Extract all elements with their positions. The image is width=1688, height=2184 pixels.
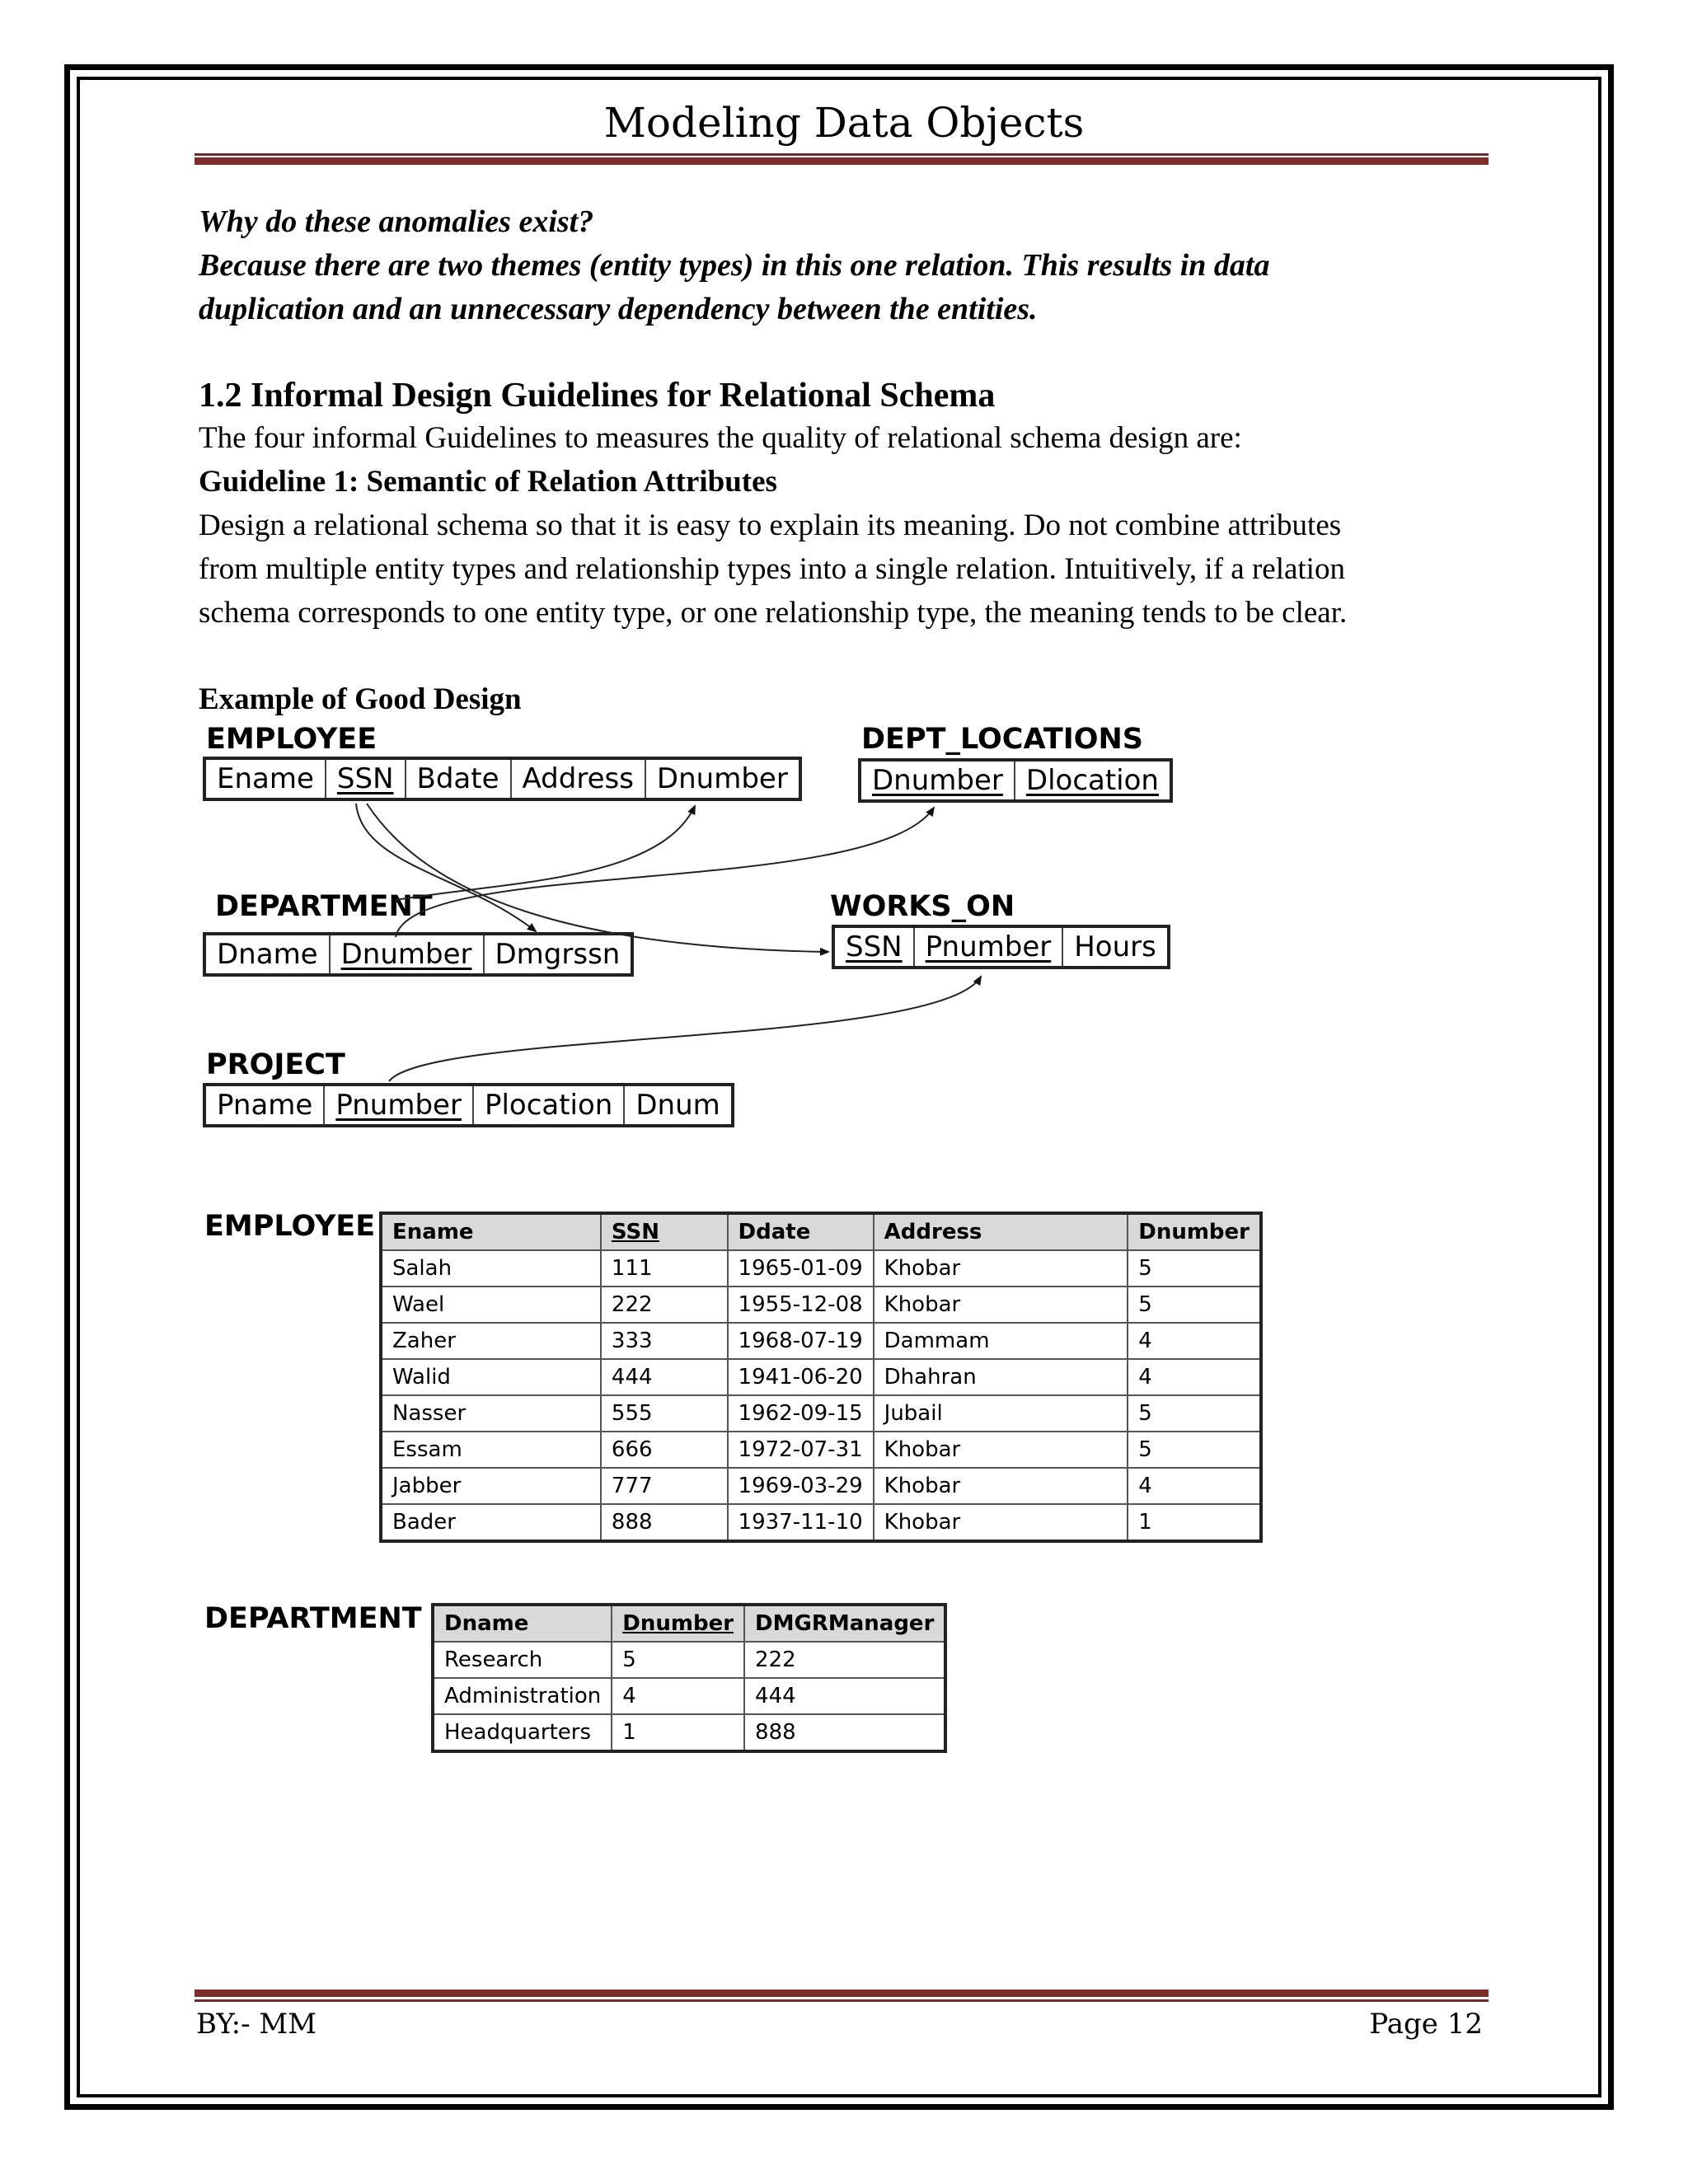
- schema-project-relation: [203, 1083, 734, 1127]
- footer-rule-thick: [195, 1990, 1489, 1997]
- guideline-title: Guideline 1: Semantic of Relation Attributes: [199, 465, 777, 499]
- table-cell: Zaher: [381, 1323, 601, 1359]
- footer-author: BY:- MM: [196, 2008, 317, 2041]
- table-row: [381, 1395, 1261, 1432]
- attr-pname: Pname: [206, 1086, 325, 1124]
- column-header: Dnumber: [1128, 1213, 1261, 1250]
- table-cell: 444: [744, 1678, 945, 1714]
- table-cell: 111: [601, 1250, 728, 1286]
- table-cell: 1: [1128, 1504, 1261, 1541]
- table-cell: Essam: [381, 1432, 601, 1468]
- table-cell: Nasser: [381, 1395, 601, 1432]
- intro-answer-line-2: duplication and an unnecessary dependency between the entities.: [199, 292, 1038, 326]
- schema-works-on-relation: [832, 925, 1170, 969]
- column-header: Address: [874, 1213, 1128, 1250]
- guideline-paragraph-line-1: Design a relational schema so that it is easy to explain its meaning. Do not combine attributes: [199, 509, 1342, 542]
- table-cell: 4: [612, 1678, 744, 1714]
- table-cell: 1968-07-19: [728, 1323, 874, 1359]
- page-header-title: Modeling Data Objects: [603, 99, 1085, 147]
- attr-dnum: Dnum: [635, 1089, 720, 1122]
- attr-pnumber: Pnumber: [915, 928, 1064, 966]
- employee-table: [379, 1212, 1263, 1543]
- table-header-row: [433, 1605, 945, 1642]
- schema-dept-locations-title: DEPT_LOCATIONS: [861, 723, 1144, 756]
- table-cell: 444: [601, 1359, 728, 1395]
- intro-question: Why do these anomalies exist?: [199, 204, 594, 239]
- table-row: [381, 1359, 1261, 1395]
- schema-dept-locations-relation: [858, 758, 1173, 803]
- attr-ename: Ename: [206, 760, 326, 798]
- table-row: [433, 1714, 945, 1751]
- table-row: [381, 1250, 1261, 1286]
- table-cell: 5: [1128, 1395, 1261, 1432]
- header-rule-thick: [195, 157, 1489, 165]
- table-cell: Dhahran: [874, 1359, 1128, 1395]
- table-cell: Khobar: [874, 1504, 1128, 1541]
- schema-employee-title: EMPLOYEE: [206, 723, 377, 756]
- table-cell: Walid: [381, 1359, 601, 1395]
- table-cell: Khobar: [874, 1286, 1128, 1323]
- attr-hours: Hours: [1074, 930, 1156, 963]
- guideline-paragraph-line-2: from multiple entity types and relationship types into a single relation. Intuitively, if a relation: [199, 552, 1345, 586]
- table-cell: 4: [1128, 1468, 1261, 1504]
- header-rule-thin: [195, 153, 1489, 156]
- attr-dlocation: Dlocation: [1025, 764, 1159, 797]
- table-row: [433, 1642, 945, 1678]
- table-cell: Headquarters: [433, 1714, 612, 1751]
- guideline-paragraph: [199, 504, 1517, 635]
- table-cell: Khobar: [874, 1250, 1128, 1286]
- attr-ssn: SSN: [835, 928, 915, 966]
- footer-rule-thin: [195, 1999, 1489, 2002]
- table-cell: Salah: [381, 1250, 601, 1286]
- table-cell: 1941-06-20: [728, 1359, 874, 1395]
- example-heading: Example of Good Design: [199, 682, 522, 716]
- table-cell: Khobar: [874, 1468, 1128, 1504]
- column-header: Dname: [433, 1605, 612, 1642]
- table-cell: 4: [1128, 1359, 1261, 1395]
- table-cell: Jubail: [874, 1395, 1128, 1432]
- table-cell: 4: [1128, 1323, 1261, 1359]
- table-row: [381, 1323, 1261, 1359]
- table-cell: 222: [744, 1642, 945, 1678]
- attr-pnumber: Pnumber: [325, 1086, 474, 1124]
- attr-address: Address: [512, 760, 646, 798]
- column-header: DMGRManager: [744, 1605, 945, 1642]
- attr-dmgrssn: Dmgrssn: [495, 938, 621, 971]
- schema-department-relation: [203, 932, 634, 977]
- attr-dname: Dname: [206, 935, 331, 973]
- table-row: [381, 1468, 1261, 1504]
- table-cell: 5: [1128, 1286, 1261, 1323]
- column-header: Ename: [381, 1213, 601, 1250]
- schema-project-title: PROJECT: [206, 1048, 345, 1081]
- attr-dnumber: Dnumber: [861, 762, 1015, 799]
- table-cell: Jabber: [381, 1468, 601, 1504]
- column-header: Ddate: [728, 1213, 874, 1250]
- column-header: SSN: [601, 1213, 728, 1250]
- table-row: [381, 1504, 1261, 1541]
- table-cell: 1937-11-10: [728, 1504, 874, 1541]
- attr-plocation: Plocation: [474, 1086, 625, 1124]
- table-cell: 5: [1128, 1432, 1261, 1468]
- section-lead: The four informal Guidelines to measures the quality of relational schema design are:: [199, 421, 1242, 455]
- table-row: [433, 1678, 945, 1714]
- table-header-row: [381, 1213, 1261, 1250]
- table-cell: 1955-12-08: [728, 1286, 874, 1323]
- attr-dnumber: Dnumber: [656, 762, 788, 795]
- department-table-title: DEPARTMENT: [204, 1602, 422, 1635]
- table-cell: Research: [433, 1642, 612, 1678]
- table-cell: 666: [601, 1432, 728, 1468]
- employee-table-title: EMPLOYEE: [204, 1210, 376, 1243]
- table-cell: 5: [1128, 1250, 1261, 1286]
- table-cell: Administration: [433, 1678, 612, 1714]
- table-row: [381, 1432, 1261, 1468]
- table-cell: 888: [744, 1714, 945, 1751]
- table-cell: 1962-09-15: [728, 1395, 874, 1432]
- schema-works-on-title: WORKS_ON: [830, 890, 1015, 923]
- table-cell: 222: [601, 1286, 728, 1323]
- table-cell: Wael: [381, 1286, 601, 1323]
- table-cell: 1965-01-09: [728, 1250, 874, 1286]
- table-cell: 1972-07-31: [728, 1432, 874, 1468]
- schema-employee-relation: [203, 757, 802, 801]
- table-cell: Dammam: [874, 1323, 1128, 1359]
- attr-ssn: SSN: [326, 760, 406, 798]
- table-cell: 1: [612, 1714, 744, 1751]
- guideline-paragraph-line-3: schema corresponds to one entity type, or one relationship type, the meaning tends to be clear.: [199, 596, 1348, 630]
- intro-answer-line-1: Because there are two themes (entity types) in this one relation. This results in data: [199, 248, 1270, 283]
- table-row: [381, 1286, 1261, 1323]
- table-cell: 333: [601, 1323, 728, 1359]
- table-cell: Bader: [381, 1504, 601, 1541]
- table-cell: 5: [612, 1642, 744, 1678]
- intro-block: [199, 200, 1501, 331]
- footer-page-number: Page 12: [1369, 2008, 1483, 2041]
- table-cell: 777: [601, 1468, 728, 1504]
- department-table: [431, 1603, 947, 1753]
- table-cell: 555: [601, 1395, 728, 1432]
- table-cell: 888: [601, 1504, 728, 1541]
- table-cell: Khobar: [874, 1432, 1128, 1468]
- column-header: Dnumber: [612, 1605, 744, 1642]
- schema-department-title: DEPARTMENT: [215, 890, 433, 923]
- attr-dnumber: Dnumber: [331, 935, 485, 973]
- table-cell: 1969-03-29: [728, 1468, 874, 1504]
- section-heading: 1.2 Informal Design Guidelines for Relational Schema: [199, 377, 996, 415]
- attr-bdate: Bdate: [406, 760, 512, 798]
